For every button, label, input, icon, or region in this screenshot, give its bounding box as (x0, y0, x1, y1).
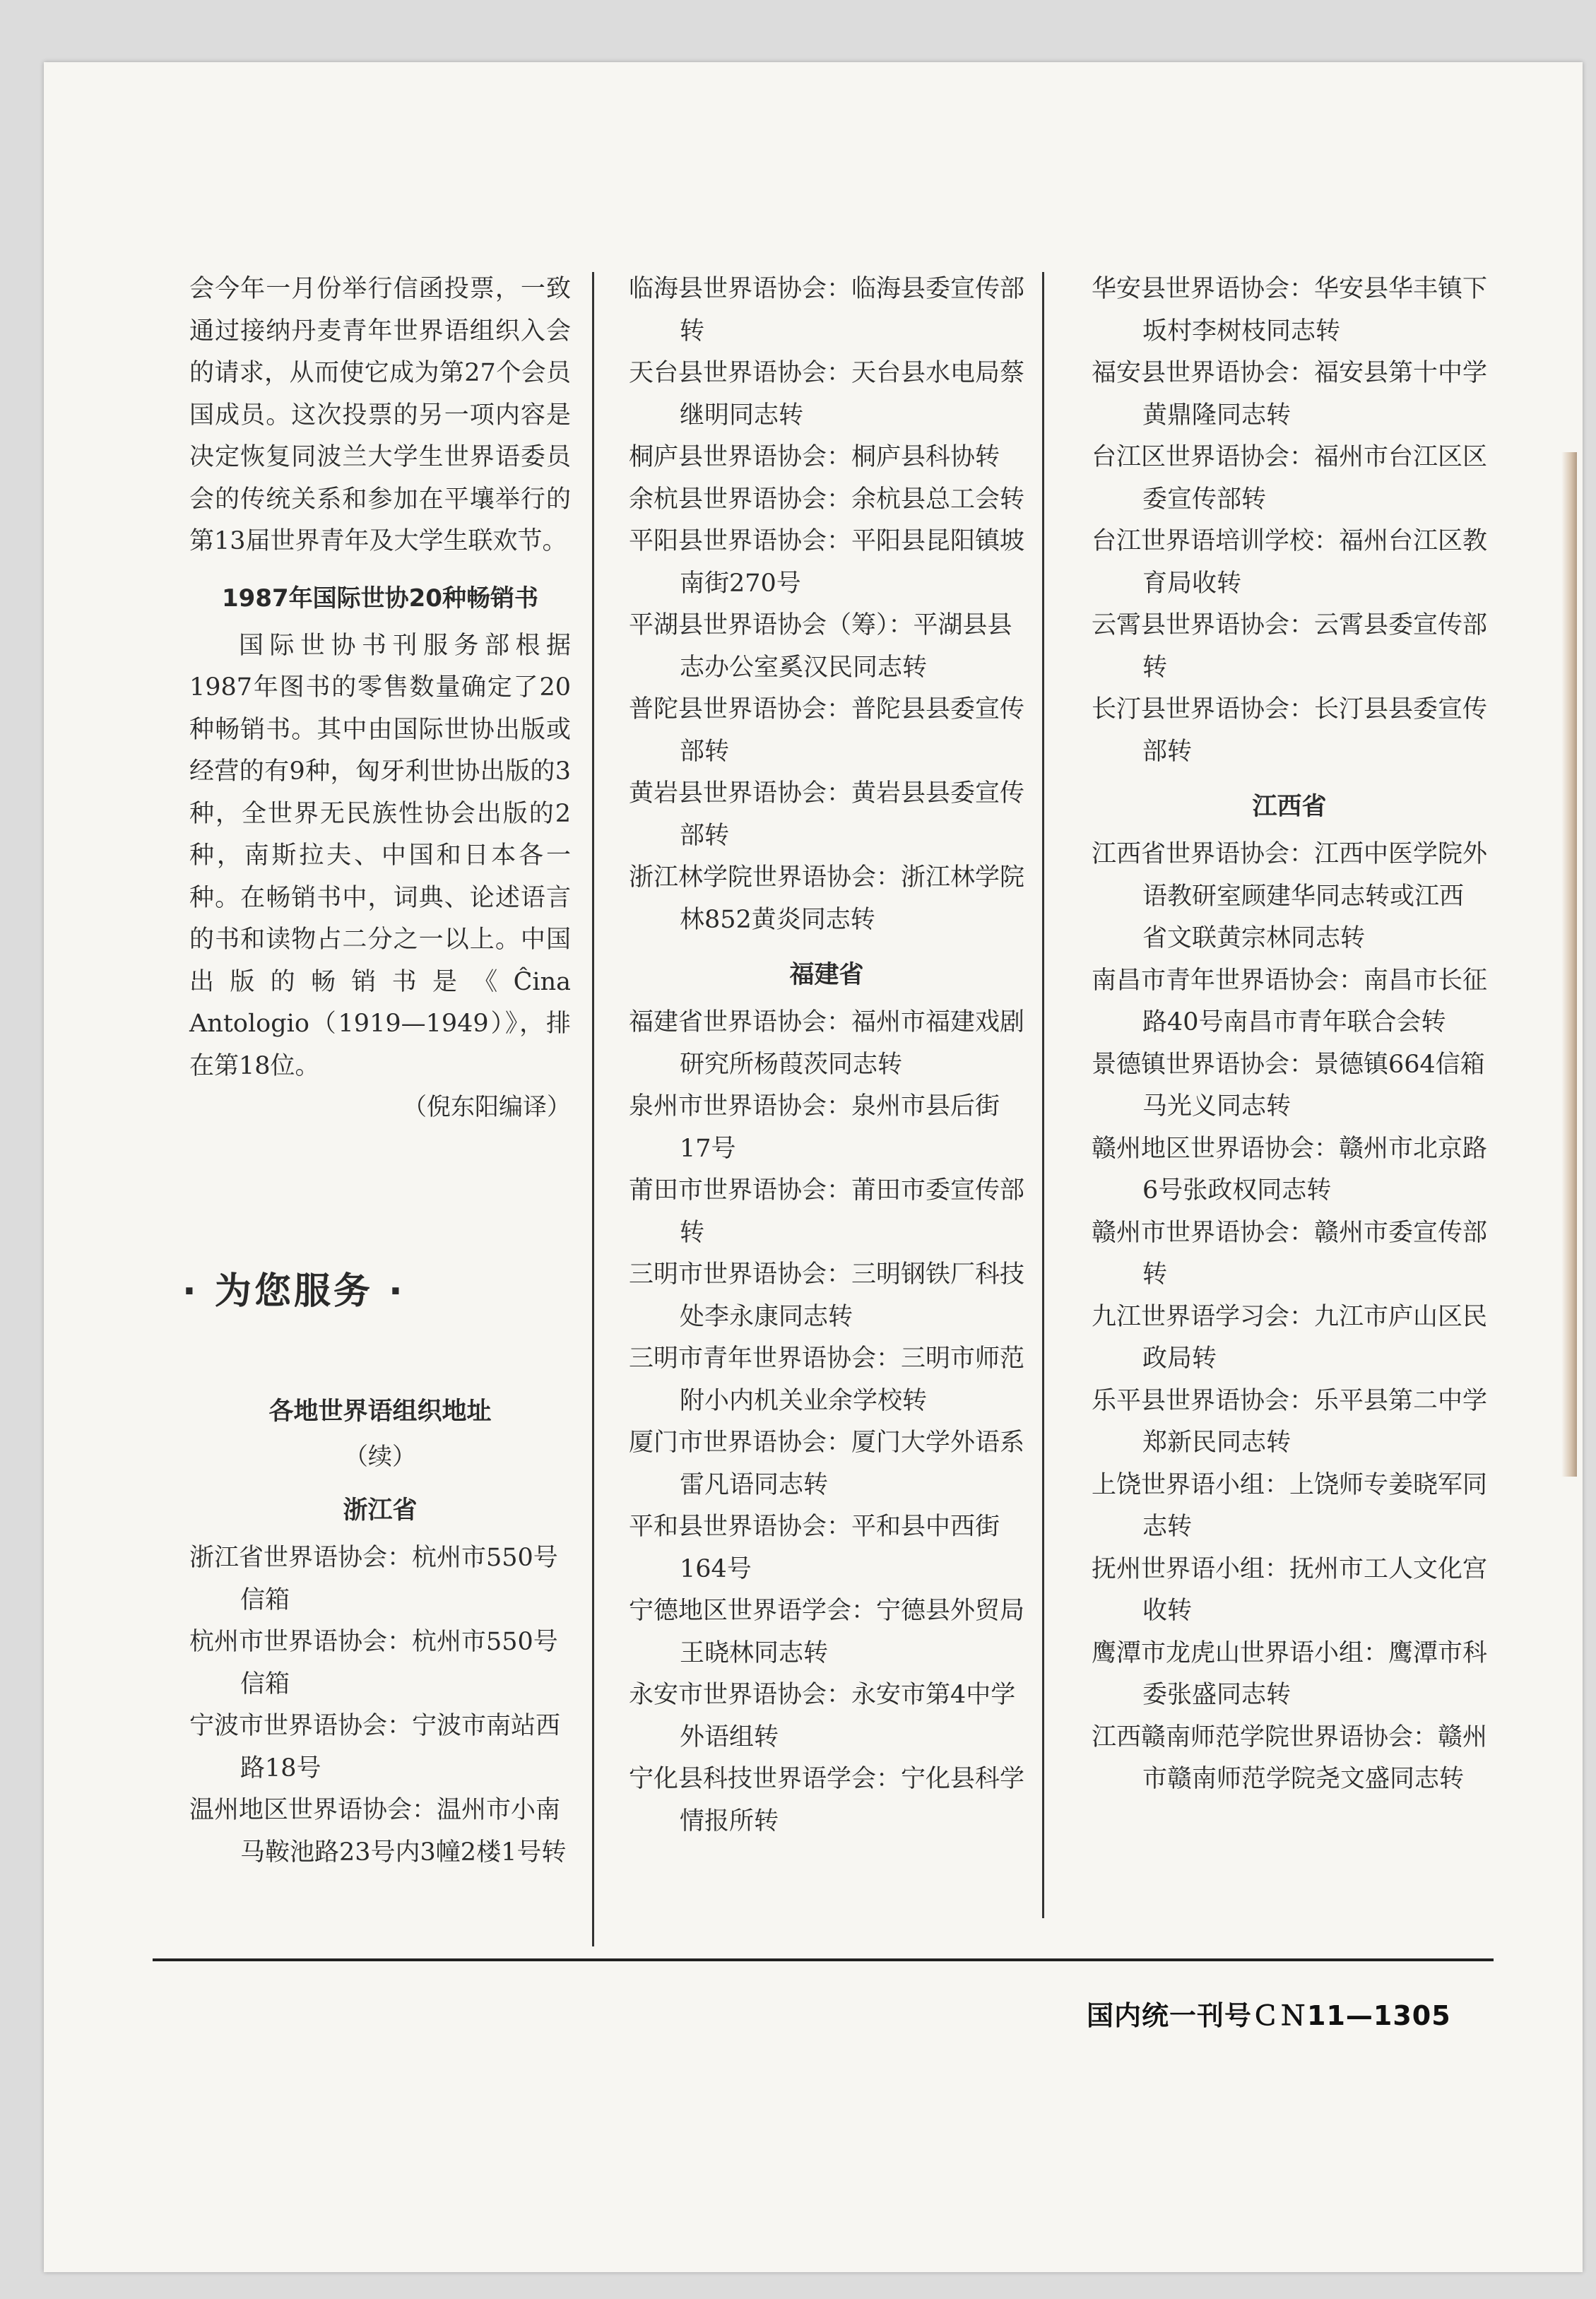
list-item: 乐平县世界语协会：乐平县第二中学郑新民同志转 (1092, 1386, 1488, 1457)
list-item: 黄岩县世界语协会：黄岩县县委宣传部转 (629, 779, 1025, 850)
list-item: 天台县世界语协会：天台县水电局蔡继明同志转 (629, 359, 1025, 430)
list-item: 泉州市世界语协会：泉州市县后街17号 (629, 1092, 1000, 1163)
list-item: 南昌市青年世界语协会：南昌市长征路40号南昌市青年联合会转 (1092, 966, 1488, 1036)
list-item: 平阳县世界语协会：平阳县昆阳镇坡南街270号 (629, 527, 1025, 598)
column-1 (182, 268, 571, 1874)
list-item: 福安县世界语协会：福安县第十中学黄鼎隆同志转 (1092, 359, 1488, 430)
list-item: 台江区世界语协会：福州市台江区区委宣传部转 (1092, 443, 1488, 514)
province-heading-zhejiang: 浙江省 (343, 1496, 418, 1525)
service-banner: · 为您服务 · (182, 1270, 406, 1313)
issn-footer: 国内统一刊号ＣＮ11—1305 (1087, 2000, 1451, 2031)
list-item: 抚州世界语小组：抚州市工人文化宫收转 (1092, 1554, 1488, 1625)
list-item: 温州地区世界语协会：温州市小南马鞍池路23号内3幢2楼1号转 (189, 1796, 567, 1867)
list-item: 江西赣南师范学院世界语协会：赣州市赣南师范学院尧文盛同志转 (1092, 1722, 1488, 1793)
list-item: 赣州市世界语协会：赣州市委宣传部转 (1092, 1218, 1488, 1289)
list-item: 莆田市世界语协会：莆田市委宣传部转 (629, 1176, 1025, 1247)
bestseller-heading: 1987年国际世协20种畅销书 (222, 584, 538, 613)
translator-credit: （倪东阳编译） (403, 1093, 571, 1121)
list-item: 永安市世界语协会：永安市第4中学外语组转 (629, 1681, 1016, 1751)
column-3 (1092, 268, 1487, 1801)
list-item: 上饶世界语小组：上饶师专姜晓军同志转 (1092, 1470, 1488, 1541)
list-item: 浙江林学院世界语协会：浙江林学院林852黄炎同志转 (629, 863, 1025, 934)
list-item: 平湖县世界语协会（筹）：平湖县县志办公室奚汉民同志转 (629, 611, 1012, 682)
list-item: 宁化县科技世界语学会：宁化县科学情报所转 (629, 1765, 1025, 1836)
list-item: 鹰潭市龙虎山世界语小组：鹰潭市科委张盛同志转 (1092, 1638, 1488, 1709)
address-list-title: 各地世界语组织地址 (268, 1397, 492, 1426)
article-paragraph: 会今年一月份举行信函投票，一致通过接纳丹麦青年世界语组织入会的请求，从而使它成为第27个会员国成员。这次投票的另一项内容是决定恢复同波兰大学生世界语委员会的传统关系和参加在平壤举行的第13届世界青年及大学生联欢节。 (189, 275, 571, 555)
list-item: 九江世界语学习会：九江市庐山区民政局转 (1092, 1302, 1488, 1373)
list-item: 长汀县世界语协会：长汀县县委宣传部转 (1092, 695, 1488, 766)
list-item: 浙江省世界语协会：杭州市550号信箱 (189, 1544, 558, 1614)
list-item: 临海县世界语协会：临海县委宣传部转 (629, 275, 1025, 345)
list-item: 景德镇世界语协会：景德镇664信箱马光义同志转 (1092, 1050, 1485, 1121)
address-list-subtitle: （续） (344, 1443, 416, 1471)
list-item: 普陀县世界语协会：普陀县县委宣传部转 (629, 695, 1025, 766)
column-2 (629, 268, 1024, 1843)
list-item: 宁波市世界语协会：宁波市南站西路18号 (189, 1712, 561, 1783)
province-heading-fujian: 福建省 (789, 961, 864, 989)
list-item: 余杭县世界语协会：余杭县总工会转 (629, 485, 1025, 514)
list-item: 华安县世界语协会：华安县华丰镇下坂村李树枝同志转 (1092, 275, 1488, 345)
list-item: 杭州市世界语协会：杭州市550号信箱 (189, 1628, 558, 1698)
list-item: 宁德地区世界语学会：宁德县外贸局王晓林同志转 (629, 1597, 1025, 1667)
list-item: 福建省世界语协会：福州市福建戏剧研究所杨葭茨同志转 (629, 1008, 1025, 1079)
list-item: 江西省世界语协会：江西中医学院外语教研室顾建华同志转或江西省文联黄宗林同志转 (1092, 840, 1488, 952)
footer-rule (153, 1958, 1494, 1961)
list-item: 厦门市世界语协会：厦门大学外语系雷凡语同志转 (629, 1429, 1025, 1499)
province-heading-jiangxi: 江西省 (1252, 793, 1327, 821)
list-item: 桐庐县世界语协会：桐庐县科协转 (629, 443, 1000, 471)
bestseller-body: 国际世协书刊服务部根据1987年图书的零售数量确定了20种畅销书。其中由国际世协出版或经营的有9种，匈牙利世协出版的3种，全世界无民族性协会出版的2种，南斯拉夫、中国和日本各一种。在畅销书中，词典、论述语言的书和读物占二分之一以上。中国出版的畅销书是《Ĉina Antologio（1919—1949）》，排在第18位。 (189, 631, 571, 1080)
column-divider-2 (1042, 272, 1044, 1918)
column-divider-1 (592, 272, 594, 1946)
list-item: 台江世界语培训学校：福州台江区教育局收转 (1092, 527, 1488, 598)
list-item: 三明市青年世界语协会：三明市师范附小内机关业余学校转 (629, 1344, 1025, 1415)
list-item: 云霄县世界语协会：云霄县委宣传部转 (1092, 611, 1488, 682)
list-item: 三明市世界语协会：三明钢铁厂科技处李永康同志转 (629, 1260, 1025, 1331)
list-item: 平和县世界语协会：平和县中西街164号 (629, 1513, 1000, 1583)
list-item: 赣州地区世界语协会：赣州市北京路6号张政权同志转 (1092, 1134, 1488, 1205)
page-edge-stain (1561, 452, 1577, 1477)
